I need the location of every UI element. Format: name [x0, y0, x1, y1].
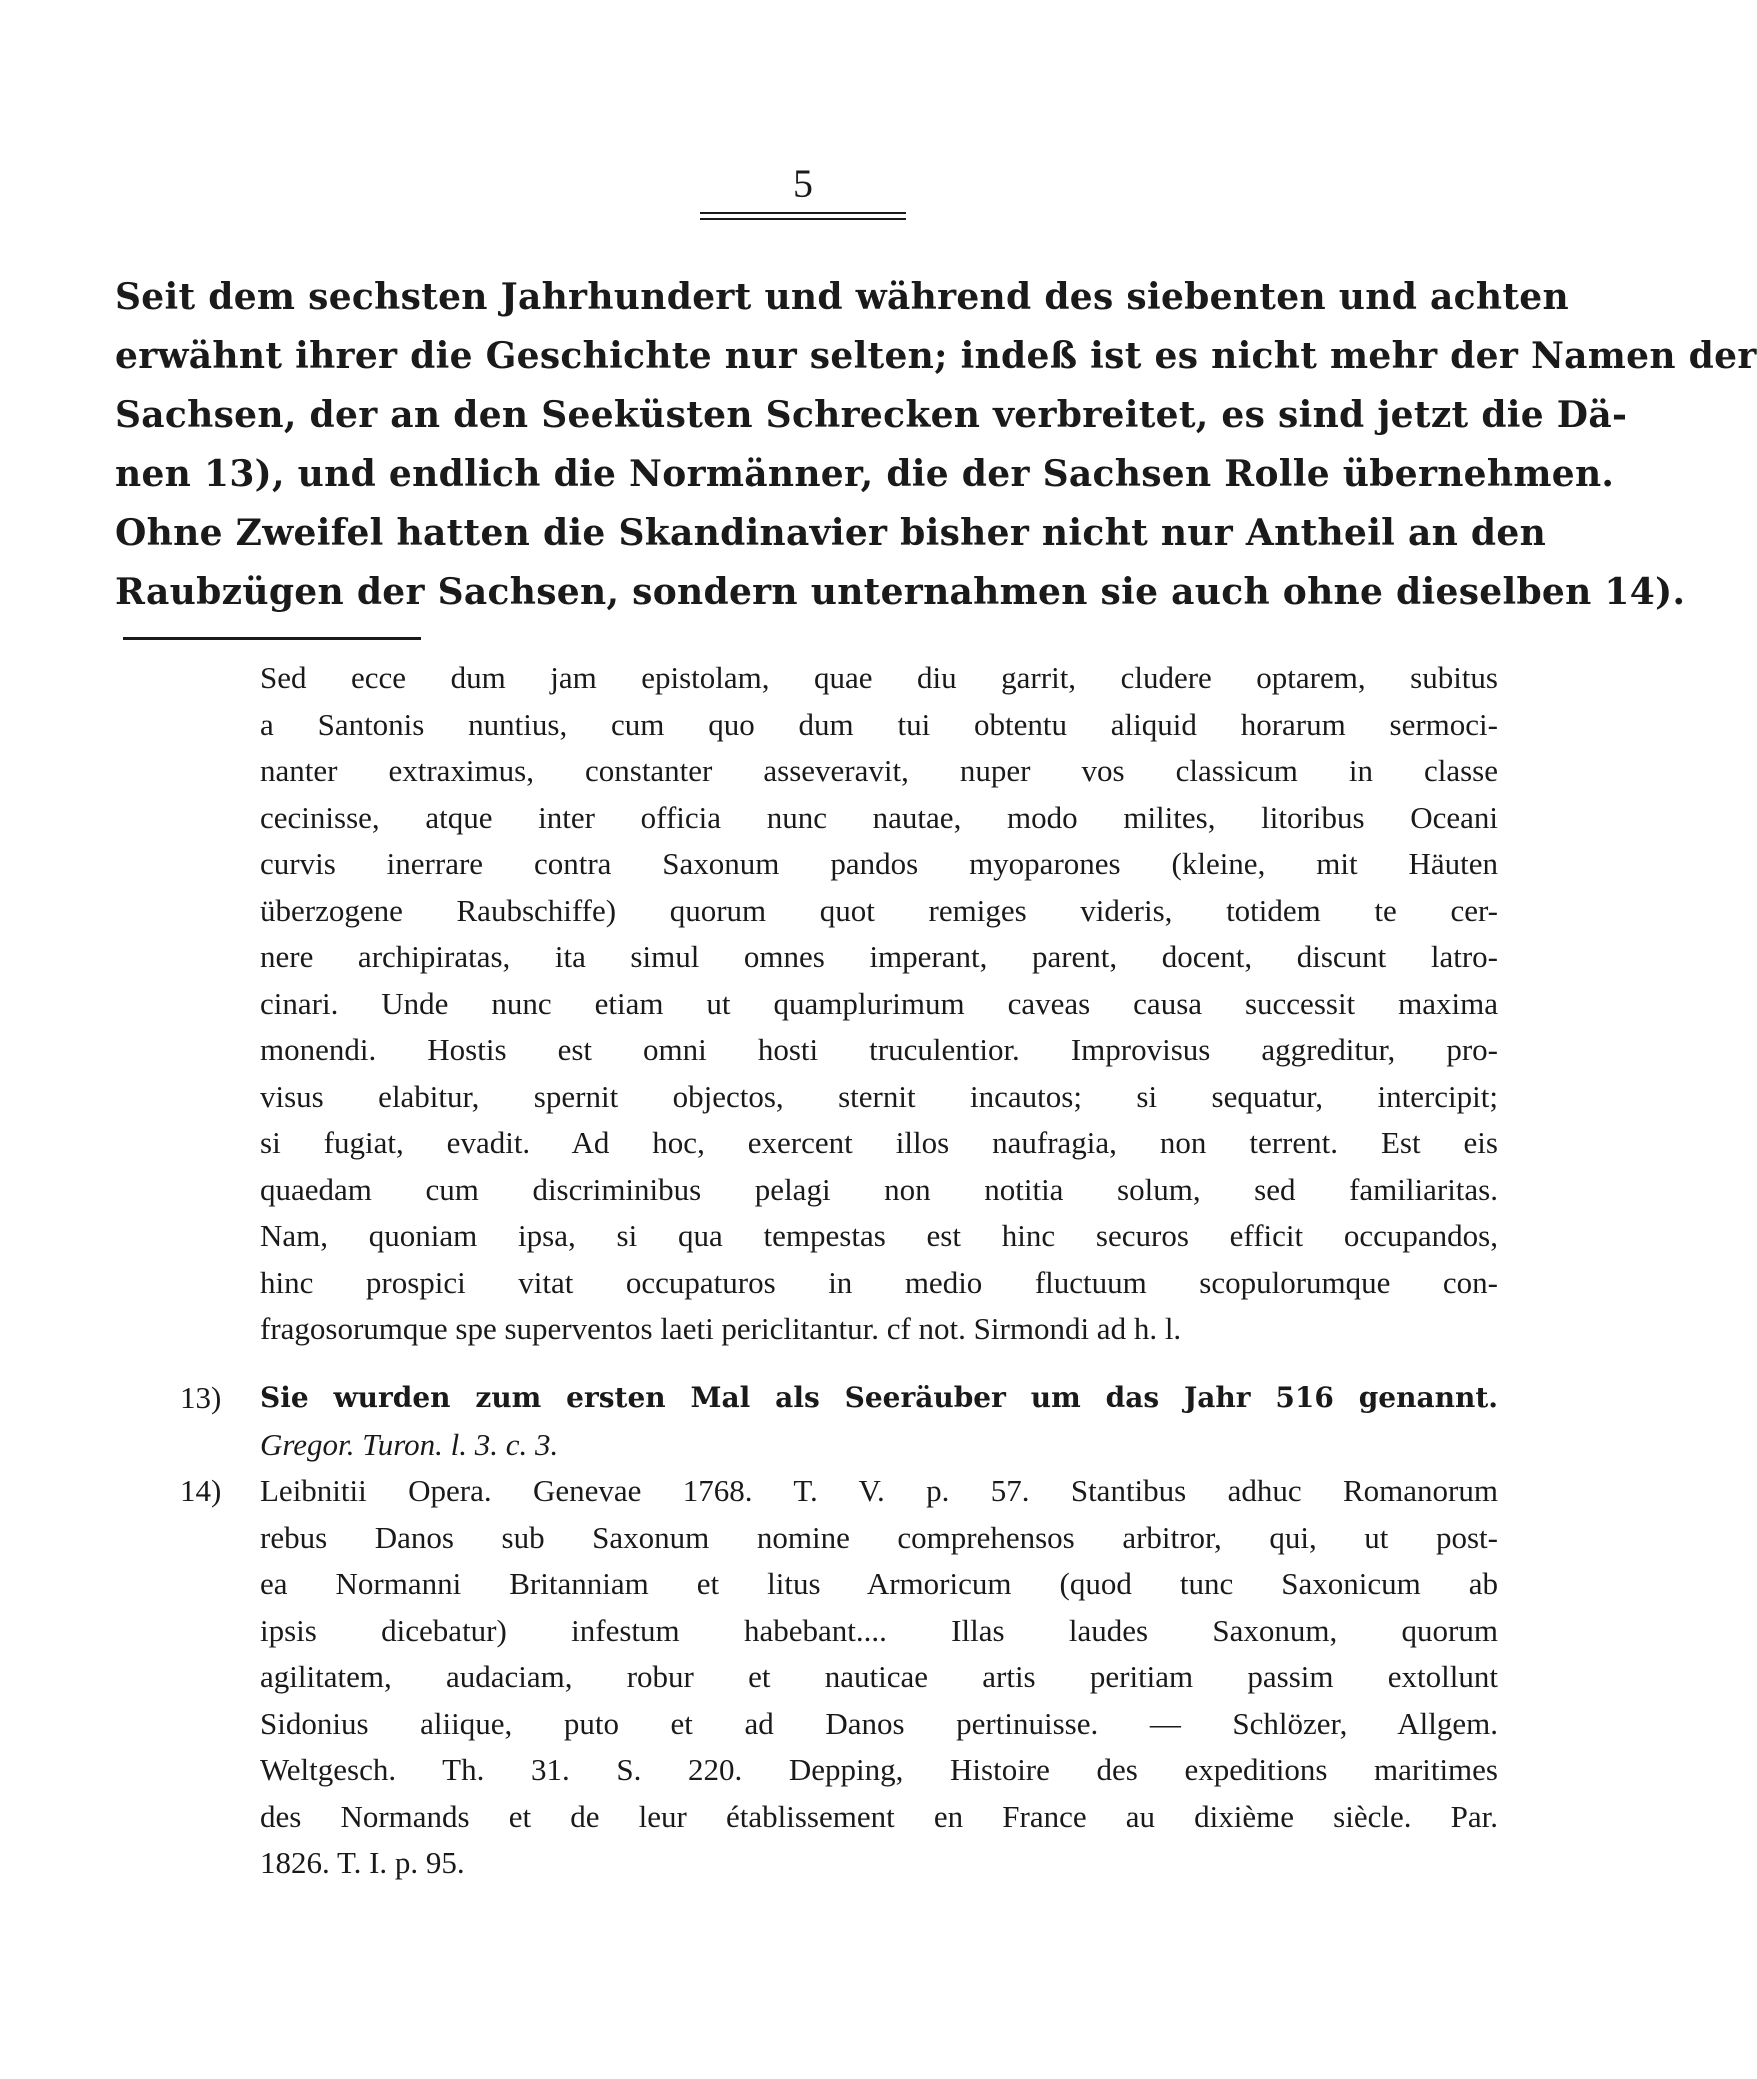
footnote-line: a Santonis nuntius, cum quo dum tui obtentu aliquid horarum sermoci-	[260, 706, 1498, 742]
footnote-marker: 14)	[180, 1473, 222, 1508]
footnote-line: visus elabitur, spernit objectos, sternit incautos; si sequatur, intercipit;	[260, 1078, 1498, 1114]
footnote-line: Sie wurden zum ersten Mal als Seeräuber um das Jahr 516 genannt.	[260, 1381, 1498, 1414]
main-paragraph	[115, 268, 1757, 622]
footnote-line: agilitatem, audaciam, robur et nauticae artis peritiam passim extollunt	[260, 1659, 1498, 1694]
footnote-line: fragosorumque spe superventos laeti periclitantur. cf not. Sirmondi ad h. l.	[260, 1311, 1182, 1346]
footnote-line: Sidonius aliique, puto et ad Danos pertinuisse. — Schlözer, Allgem.	[260, 1705, 1498, 1741]
footnote-line: Sed ecce dum jam epistolam, quae diu garrit, cludere optarem, subitus	[260, 660, 1498, 695]
footnote-line: Leibnitii Opera. Genevae 1768. T. V. p. 57. Stantibus adhuc Romanorum	[260, 1473, 1498, 1508]
footnote-line: curvis inerrare contra Saxonum pandos myoparones (kleine, mit Häuten	[260, 846, 1498, 881]
footnote-line: 1826. T. I. p. 95.	[260, 1845, 465, 1880]
footnote-continuation	[260, 655, 1498, 1353]
footnote-line: rebus Danos sub Saxonum nomine comprehensos arbitror, qui, ut post-	[260, 1519, 1498, 1555]
footnote-line: monendi. Hostis est omni hosti truculentior. Improvisus aggreditur, pro-	[260, 1032, 1498, 1067]
main-text-line: nen 13), und endlich die Normänner, die der Sachsen Rolle übernehmen.	[115, 453, 1615, 495]
footnote-separator	[123, 637, 421, 640]
main-text-line: Sachsen, der an den Seeküsten Schrecken verbreitet, es sind jetzt die Dä-	[115, 394, 1628, 436]
footnote-line: quaedam cum discriminibus pelagi non notitia solum, sed familiaritas.	[260, 1171, 1498, 1207]
page-number: 5	[793, 161, 813, 206]
main-text-line: Seit dem sechsten Jahrhundert und während des siebenten und achten	[115, 276, 1569, 318]
footnote-line: überzogene Raubschiffe) quorum quot remiges videris, totidem te cer-	[260, 892, 1498, 928]
footnote-14	[180, 1468, 1498, 1908]
footnote-13	[180, 1375, 1498, 1475]
footnote-line: ipsis dicebatur) infestum habebant.... Illas laudes Saxonum, quorum	[260, 1612, 1498, 1648]
footnote-body	[260, 1375, 1498, 1468]
footnote-line: Gregor. Turon. l. 3. c. 3.	[260, 1426, 559, 1462]
footnote-line: nere archipiratas, ita simul omnes imperant, parent, docent, discunt latro-	[260, 939, 1498, 974]
footnote-line: cecinisse, atque inter officia nunc nautae, modo milites, litoribus Oceani	[260, 799, 1498, 835]
footnote-line: nanter extraximus, constanter asseveravit, nuper vos classicum in classe	[260, 753, 1498, 788]
footnote-line: cinari. Unde nunc etiam ut quamplurimum caveas causa successit maxima	[260, 985, 1498, 1021]
main-text-line: Ohne Zweifel hatten die Skandinavier bisher nicht nur Antheil an den	[115, 512, 1547, 554]
footnote-line: ea Normanni Britanniam et litus Armoricum (quod tunc Saxonicum ab	[260, 1566, 1498, 1601]
header-rule	[700, 212, 906, 214]
main-text-line: erwähnt ihrer die Geschichte nur selten; indeß ist es nicht mehr der Namen der	[115, 335, 1757, 377]
header-rule-lower	[700, 218, 906, 220]
footnote-line: si fugiat, evadit. Ad hoc, exercent illos naufragia, non terrent. Est eis	[260, 1125, 1498, 1160]
main-text-line: Raubzügen der Sachsen, sondern unternahmen sie auch ohne dieselben 14).	[115, 571, 1686, 613]
footnote-line: hinc prospici vitat occupaturos in medio fluctuum scopulorumque con-	[260, 1264, 1498, 1300]
footnote-line: Nam, quoniam ipsa, si qua tempestas est hinc securos efficit occupandos,	[260, 1218, 1498, 1253]
footnote-body	[260, 1468, 1498, 1887]
footnote-line: Weltgesch. Th. 31. S. 220. Depping, Histoire des expeditions maritimes	[260, 1752, 1498, 1787]
footnote-line: des Normands et de leur établissement en France au dixième siècle. Par.	[260, 1798, 1498, 1834]
footnote-marker: 13)	[180, 1380, 222, 1415]
